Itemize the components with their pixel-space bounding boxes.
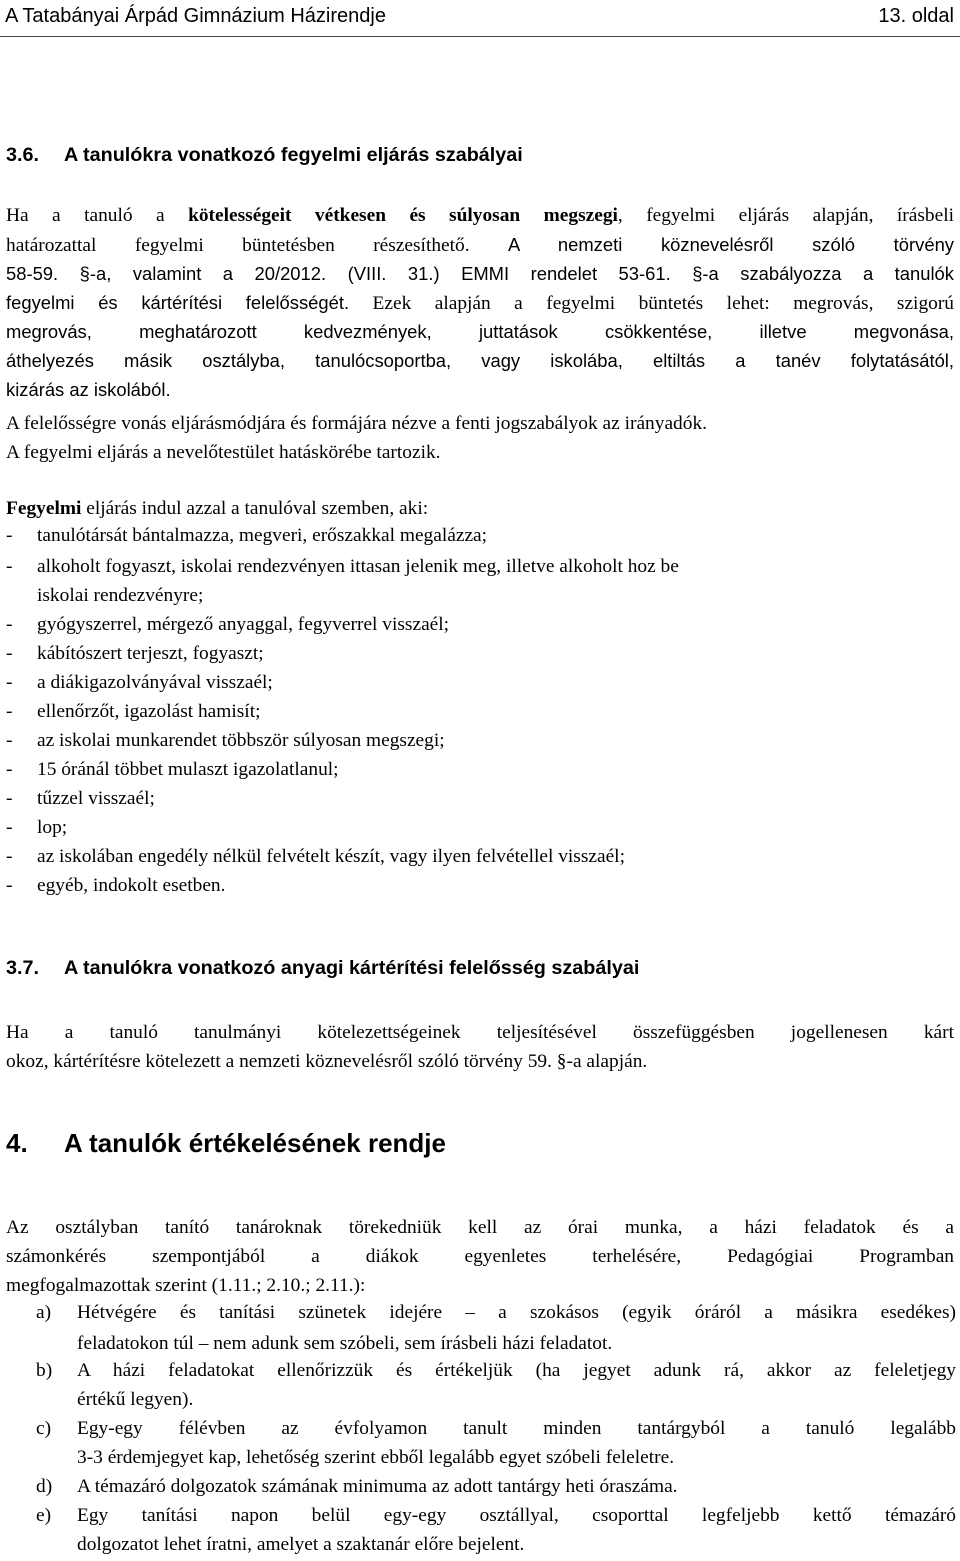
paragraph-line: kizárás az iskolából. — [6, 379, 171, 400]
section-heading-3-6 — [6, 144, 954, 167]
section-title: A tanulókra vonatkozó fegyelmi eljárás szabályai — [64, 144, 523, 166]
section-number: 3.6. — [6, 144, 39, 166]
paragraph-line: Ha a tanuló tanulmányi kötelezettségeinek teljesítésével összefüggésben jogellenesen kárt — [6, 1022, 954, 1043]
paragraph-line: megrovás, meghatározott kedvezmények, juttatások csökkentése, illetve megvonása, — [6, 321, 954, 342]
list-label: a) — [36, 1302, 52, 1323]
section-number: 4. — [6, 1128, 28, 1158]
paragraph-line: fegyelmi és kártérítési felelősségét. Ezek alapján a fegyelmi büntetés lehet: megrovás, szigorú — [6, 292, 954, 314]
document-title: A Tatabányai Árpád Gimnázium Házirendje — [5, 5, 386, 27]
section-heading-3-7 — [6, 957, 954, 980]
paragraph-line: megfogalmazottak szerint (1.11.; 2.10.; 2.11.): — [6, 1275, 366, 1296]
section-title: A tanulókra vonatkozó anyagi kártérítési felelősség szabályai — [64, 957, 640, 979]
header-divider — [0, 36, 960, 37]
paragraph-line: okoz, kártérítésre kötelezett a nemzeti köznevelésről szóló törvény 59. §-a alapján. — [6, 1051, 648, 1072]
paragraph-line: áthelyezés másik osztályba, tanulócsoportba, vagy iskolába, eltiltás a tanév folytatásától, — [6, 350, 954, 371]
page-number: 13. oldal — [878, 5, 954, 27]
bold-phrase: kötelességeit vétkesen és súlyosan megszegi — [188, 205, 618, 226]
bold-phrase: Fegyelmi — [6, 498, 82, 519]
paragraph-line: számonkérés szempontjából a diákok egyenletes terhelésére, Pedagógiai Programban — [6, 1246, 954, 1267]
paragraph: A fegyelmi eljárás a nevelőtestület hatáskörébe tartozik. — [6, 442, 441, 463]
section-title: A tanulók értékelésének rendje — [64, 1128, 446, 1158]
section-number: 3.7. — [6, 957, 39, 979]
page-header — [0, 0, 960, 36]
paragraph-line: 58-59. §-a, valamint a 20/2012. (VIII. 31.) EMMI rendelet 53-61. §-a szabályozza a tanulók — [6, 263, 954, 284]
list-label: d) — [36, 1476, 53, 1497]
paragraph: A felelősségre vonás eljárásmódjára és formájára nézve a fenti jogszabályok az irányadók. — [6, 413, 707, 434]
list-intro: Fegyelmi eljárás indul azzal a tanulóval szemben, aki: — [6, 498, 429, 519]
paragraph-line: Az osztályban tanító tanároknak törekedniük kell az órai munka, a házi feladatok és a — [6, 1217, 954, 1238]
list-label: e) — [36, 1505, 52, 1526]
list-label: c) — [36, 1418, 52, 1439]
paragraph-line: Ha a tanuló a kötelességeit vétkesen és súlyosan megszegi, fegyelmi eljárás alapján, írásbeli — [6, 205, 954, 226]
list-label: b) — [36, 1360, 53, 1381]
paragraph-line: határozattal fegyelmi büntetésben részesíthető. A nemzeti köznevelésről szóló törvény — [6, 234, 954, 256]
section-heading-4 — [6, 1128, 954, 1159]
